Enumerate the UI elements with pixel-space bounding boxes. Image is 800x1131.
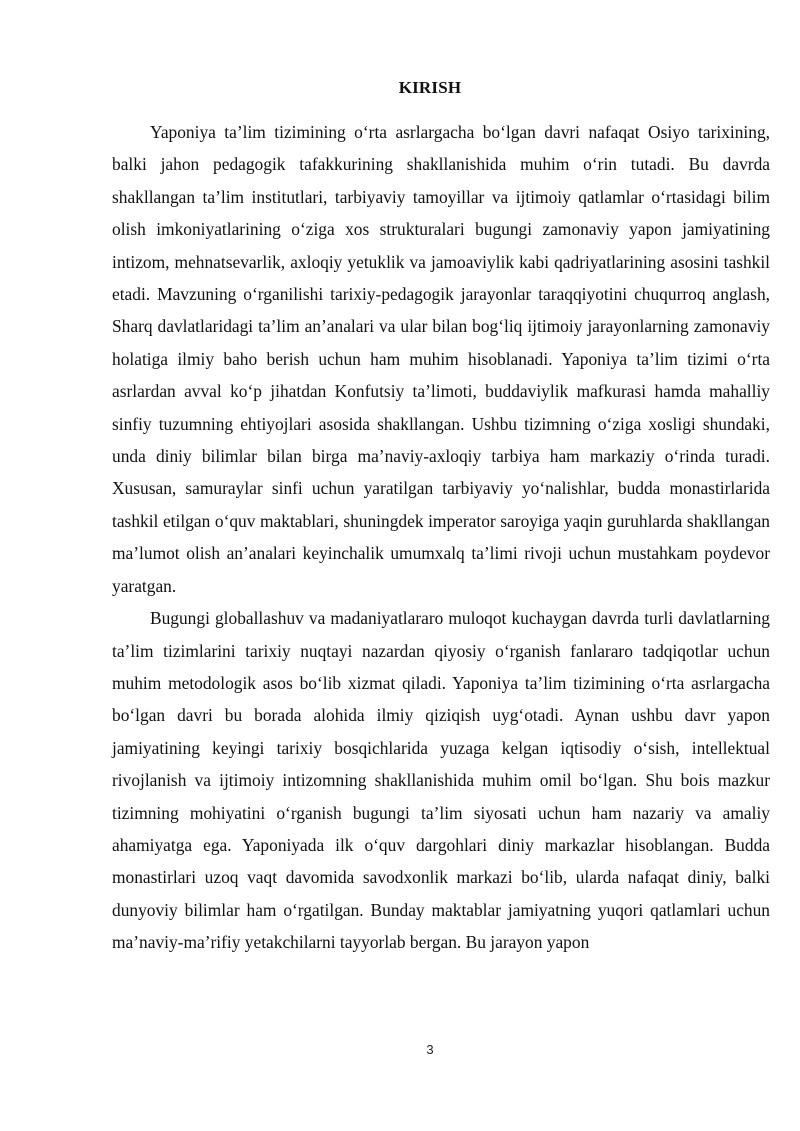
section-title: KIRISH xyxy=(398,78,462,97)
body-text xyxy=(112,116,770,959)
page-number: 3 xyxy=(426,1042,434,1057)
paragraph-1: Yaponiya ta’lim tizimining o‘rta asrlargacha bo‘lgan davri nafaqat Osiyo tarixining, balki jahon pedagogik tafakkurining shakllanishida muhim o‘rin tutadi. Bu davrda shakllangan ta’lim institutlari, tarbiyaviy tamoyillar va ijtimoiy qatlamlar o‘rtasidagi bilim olish imkoniyatlarining o‘ziga xos strukturalari bugungi zamonaviy yapon jamiyatining intizom, mehnatsevarlik, axloqiy yetuklik va jamoaviylik kabi qadriyatlarining asosini tashkil etadi. Mavzuning o‘rganilishi tarixiy-pedagogik jarayonlar taraqqiyotini chuqurroq anglash, Sharq davlatlaridagi ta’lim an’analari va ular bilan bog‘liq ijtimoiy jarayonlarning zamonaviy holatiga ilmiy baho berish uchun ham muhim hisoblanadi. Yaponiya ta’lim tizimi o‘rta asrlardan avval ko‘p jihatdan Konfutsiy ta’limoti, buddaviylik mafkurasi hamda mahalliy sinfiy tuzumning ehtiyojlari asosida shakllangan. Ushbu tizimning o‘ziga xosligi shundaki, unda diniy bilimlar bilan birga ma’naviy-axloqiy tarbiya ham markaziy o‘rinda turadi. Xususan, samuraylar sinfi uchun yaratilgan tarbiyaviy yo‘nalishlar, budda monastirlarida tashkil etilgan o‘quv maktablari, shuningdek imperator saroyiga yaqin guruhlarda shakllangan ma’lumot olish an’analari keyinchalik umumxalq ta’limi rivoji uchun mustahkam poydevor yaratgan. xyxy=(112,122,770,596)
paragraph-2: Bugungi globallashuv va madaniyatlararo muloqot kuchaygan davrda turli davlatlarning ta’lim tizimlarini tarixiy nuqtayi nazardan qiyosiy o‘rganish fanlararo tadqiqotlar uchun muhim metodologik asos bo‘lib xizmat qiladi. Yaponiya ta’lim tizimining o‘rta asrlargacha bo‘lgan davri bu borada alohida ilmiy qiziqish uyg‘otadi. Aynan ushbu davr yapon jamiyatining keyingi tarixiy bosqichlarida yuzaga kelgan iqtisodiy o‘sish, intellektual rivojlanish va ijtimoiy intizomning shakllanishida muhim omil bo‘lgan. Shu bois mazkur tizimning mohiyatini o‘rganish bugungi ta’lim siyosati uchun ham nazariy va amaliy ahamiyatga ega. Yaponiyada ilk o‘quv dargohlari diniy markazlar hisoblangan. Budda monastirlari uzoq vaqt davomida savodxonlik markazi bo‘lib, ularda nafaqat diniy, balki dunyoviy bilimlar ham o‘rgatilgan. Bunday maktablar jamiyatning yuqori qatlamlari uchun ma’naviy-ma’rifiy yetakchilarni tayyorlab bergan. Bu jarayon yapon xyxy=(112,608,770,953)
